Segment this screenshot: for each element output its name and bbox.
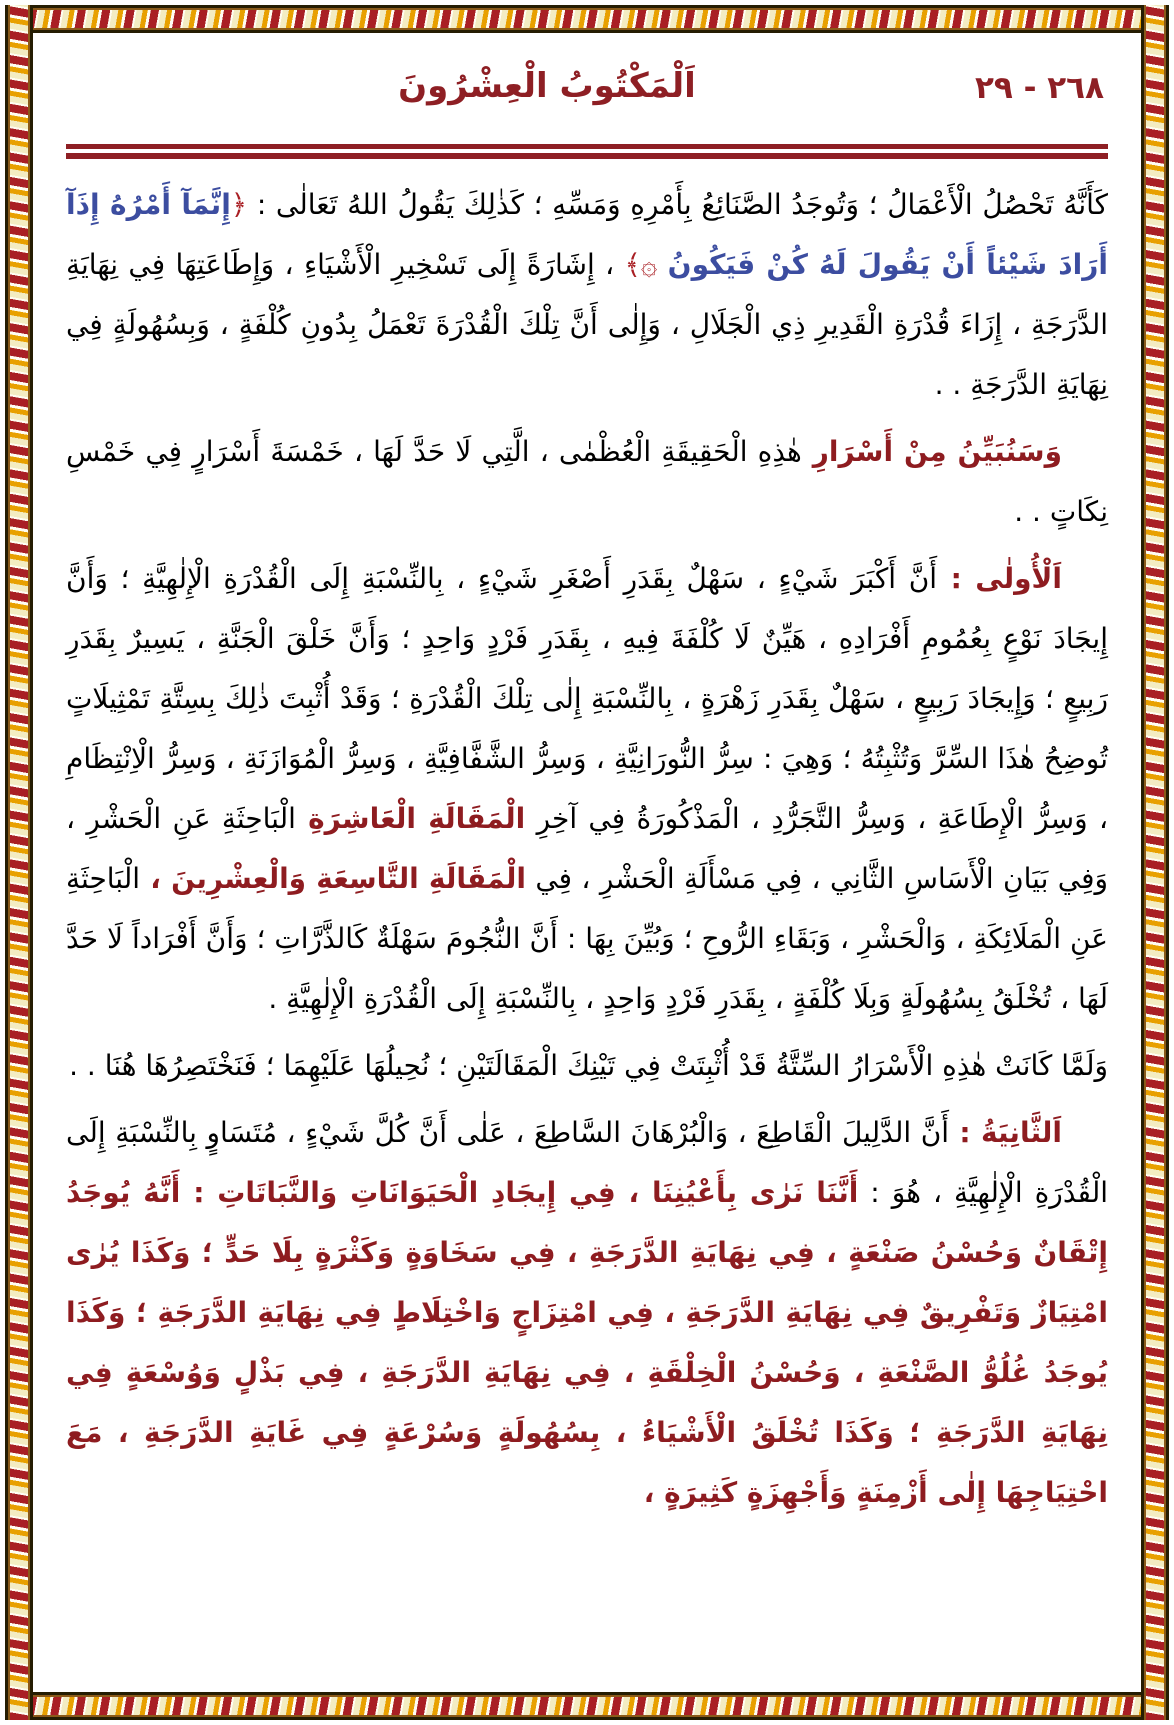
- section-label-second: اَلثَّانِيَةُ :: [949, 1116, 1062, 1149]
- paragraph-1: [66, 175, 1108, 415]
- section-label-first: اَلْأُولٰى :: [937, 562, 1062, 595]
- ayah-rosette-icon: ۞: [640, 248, 668, 281]
- page-title: اَلْمَكْتُوبُ الْعِشْرُونَ: [398, 66, 696, 106]
- paragraph-5: [66, 1103, 1108, 1523]
- paragraph-1-continuation: ، إِشَارَةً إِلَى تَسْخِيرِ الْأَشْيَاءِ ، وَإِطَاعَتِهَا فِي نِهَايَةِ الدَّرَجَةِ ، إِزَاءَ قُدْرَةِ الْقَدِيرِ ذِي الْجَلَالِ ، وَإِلٰى أَنَّ تِلْكَ الْقُدْرَةَ تَعْمَلُ بِدُونِ كُلْفَةٍ ، وَبِسُهُولَةٍ فِي نِهَايَةِ الدَّرَجَةِ . .: [66, 248, 1108, 401]
- body-text: [66, 175, 1108, 1523]
- quran-verse: إِنَّمَآ أَمْرُهُ إِذَآ أَرَادَ شَيْئاً أَنْ يَقُولَ لَهُ كُنْ فَيَكُونُ: [66, 188, 1108, 281]
- decorative-border-right: [1141, 5, 1169, 1720]
- decorative-border-left: [5, 5, 33, 1720]
- paragraph-3: [66, 549, 1108, 1029]
- paragraph-5-text: أَنَّ الدَّلِيلَ الْقَاطِعَ ، وَالْبُرْهَانَ السَّاطِعَ ، عَلٰى أَنَّ كُلَّ شَيْءٍ ، مُتَسَاوٍ بِالنِّسْبَةِ إِلَى الْقُدْرَةِ الْإِلٰهِيَّةِ ، هُوَ :: [66, 1116, 1108, 1209]
- page-header: [66, 44, 1108, 144]
- decorative-border-bottom: [5, 1692, 1169, 1720]
- reference-twentyninth-treatise: الْمَقَالَةِ التَّاسِعَةِ وَالْعِشْرِينَ ،: [140, 862, 526, 895]
- emphasis-red-lead: وَسَنُبَيِّنُ مِنْ أَسْرَارِ: [801, 435, 1062, 468]
- paragraph-2-text: هٰذِهِ الْحَقِيقَةِ الْعُظْمٰى ، الَّتِي لَا حَدَّ لَهَا ، خَمْسَةَ أَسْرَارٍ فِي خَمْسِ نِكَاتٍ . .: [66, 435, 1108, 528]
- quran-open-bracket-icon: ﴿: [230, 188, 248, 221]
- paragraph-3-text-b: الْبَاحِثَةِ عَنِ الْحَشْرِ ، وَفِي بَيَانِ الْأَسَاسِ الثَّانِي ، فِي مَسْأَلَةِ الْحَشْرِ ، فِي: [66, 802, 1108, 895]
- header-double-rule: [66, 144, 1108, 159]
- paragraph-1-text: كَأَنَّهُ تَحْصُلُ الْأَعْمَالُ ؛ وَتُوجَدُ الصَّنَائِعُ بِأَمْرِهِ وَمَسِّهِ ؛ كَذٰلِكَ يَقُولُ اللهُ تَعَالٰى :: [247, 188, 1108, 221]
- quran-close-bracket-icon: ﴾: [624, 248, 641, 281]
- paragraph-3-text-c: الْبَاحِثَةِ عَنِ الْمَلَائِكَةِ ، وَالْحَشْرِ ، وَبَقَاءِ الرُّوحِ ؛ وَبُيِّنَ بِهَا : أَنَّ النُّجُومَ سَهْلَةٌ كَالذَّرَّاتِ ؛ وَأَنَّ أَفْرَاداً لَا حَدَّ لَهَا ، تُخْلَقُ بِسُهُولَةٍ وَبِلَا كُلْفَةٍ ، بِقَدَرِ فَرْدٍ وَاحِدٍ ، بِالنِّسْبَةِ إِلَى الْقُدْرَةِ الْإِلٰهِيَّةِ .: [66, 862, 1108, 1015]
- paragraph-4-text: وَلَمَّا كَانَتْ هٰذِهِ الْأَسْرَارُ السِّتَّةُ قَدْ أُثْبِتَتْ فِي تَيْنِكَ الْمَقَالَتَيْنِ ؛ نُحِيلُهَا عَلَيْهِمَا ؛ فَنَخْتَصِرُهَا هُنَا . .: [69, 1049, 1108, 1082]
- decorative-border-top: [5, 5, 1169, 33]
- paragraph-3-text-a: أَنَّ أَكْبَرَ شَيْءٍ ، سَهْلٌ بِقَدَرِ أَصْغَرِ شَيْءٍ ، بِالنِّسْبَةِ إِلَى الْقُدْرَةِ الْإِلٰهِيَّةِ ؛ وَأَنَّ إِيجَادَ نَوْعٍ بِعُمُومِ أَفْرَادِهِ ، هَيِّنٌ لَا كُلْفَةَ فِيهِ ، بِقَدَرِ فَرْدٍ وَاحِدٍ ؛ وَأَنَّ خَلْقَ الْجَنَّةِ ، يَسِيرٌ بِقَدَرِ رَبِيعٍ ؛ وَإِيجَادَ رَبِيعٍ ، سَهْلٌ بِقَدَرِ زَهْرَةٍ ، بِالنِّسْبَةِ إِلٰى تِلْكَ الْقُدْرَةِ ؛ وَقَدْ أُثْبِتَ ذٰلِكَ بِسِتَّةِ تَمْثِيلَاتٍ تُوضِحُ هٰذَا السِّرَّ وَتُثْبِتُهُ ؛ وَهِيَ : سِرُّ النُّورَانِيَّةِ ، وَسِرُّ الشَّفَّافِيَّةِ ، وَسِرُّ الْمُوَازَنَةِ ، وَسِرُّ الْاِنْتِظَامِ ، وَسِرُّ الْإِطَاعَةِ ، وَسِرُّ التَّجَرُّدِ ، الْمَذْكُورَةُ فِي آخِرِ: [66, 562, 1108, 835]
- page-content: [66, 44, 1108, 1530]
- paragraph-4: [66, 1036, 1108, 1096]
- page-number: ٢٦٨ - ٢٩: [974, 70, 1104, 106]
- paragraph-2: [66, 422, 1108, 542]
- emphasis-red-passage: أَنَّنَا نَرٰى بِأَعْيُنِنَا ، فِي إِيجَادِ الْحَيَوَانَاتِ وَالنَّبَاتَاتِ : أَنَّهُ يُوجَدُ إِتْقَانٌ وَحُسْنُ صَنْعَةٍ ، فِي نِهَايَةِ الدَّرَجَةِ ، فِي سَخَاوَةٍ وَكَثْرَةٍ بِلَا حَدٍّ ؛ وَكَذَا يُرٰى امْتِيَازٌ وَتَفْرِيقٌ فِي نِهَايَةِ الدَّرَجَةِ ، فِي امْتِزَاجٍ وَاخْتِلَاطٍ فِي نِهَايَةِ الدَّرَجَةِ ؛ وَكَذَا يُوجَدُ غُلُوُّ الصَّنْعَةِ ، وَحُسْنُ الْخِلْقَةِ ، فِي نِهَايَةِ الدَّرَجَةِ ، فِي بَذْلٍ وَوُسْعَةٍ فِي نِهَايَةِ الدَّرَجَةِ ؛ وَكَذَا تُخْلَقُ الْأَشْيَاءُ ، بِسُهُولَةٍ وَسُرْعَةٍ فِي غَايَةِ الدَّرَجَةِ ، مَعَ احْتِيَاجِهَا إِلٰى أَزْمِنَةٍ وَأَجْهِزَةٍ كَثِيرَةٍ ،: [66, 1176, 1108, 1509]
- reference-tenth-treatise: الْمَقَالَةِ الْعَاشِرَةِ: [295, 802, 526, 835]
